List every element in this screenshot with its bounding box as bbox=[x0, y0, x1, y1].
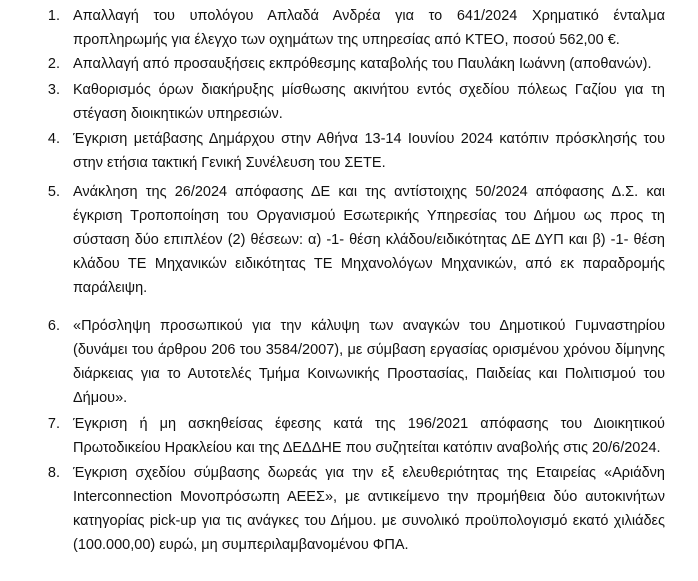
item-line: Απαλλαγή του υπολόγου Απλαδά Ανδρέα για το 641/2024 Χρηματικό ένταλμα bbox=[73, 8, 665, 24]
item-number: 2. bbox=[47, 56, 60, 72]
item-number: 4. bbox=[47, 131, 60, 147]
item-text bbox=[73, 4, 665, 52]
item-line: σύσταση δύο επιπλέον (2) θέσεων: α) -1- θέση κλάδου/ειδικότητας ΔΕ ΔΥΠ και β) -1- θέση bbox=[73, 232, 665, 248]
item-line: Έγκριση ή μη ασκηθείσας έφεσης κατά της 196/2021 απόφασης του Διοικητικού bbox=[73, 416, 665, 432]
item-number: 8. bbox=[47, 465, 60, 481]
item-line: διάρκειας για το Αυτοτελές Τμήμα Κοινωνικής Προστασίας, Παιδείας και Πολιτισμού του bbox=[73, 366, 665, 382]
item-line: Έγκριση μετάβασης Δημάρχου στην Αθήνα 13-14 Ιουνίου 2024 κατόπιν πρόσκλησής του bbox=[73, 131, 665, 147]
item-number: 5. bbox=[47, 184, 60, 200]
item-number: 7. bbox=[47, 416, 60, 432]
item-text bbox=[73, 412, 665, 460]
item-line: προπληρωμής για έλεγχο των οχημάτων της υπηρεσίας από ΚΤΕΟ, ποσού 562,00 €. bbox=[73, 32, 620, 48]
item-line: «Πρόσληψη προσωπικού για την κάλυψη των αναγκών του Δημοτικού Γυμναστηρίου bbox=[73, 318, 665, 334]
item-line: Πρωτοδικείου Ηρακλείου και της ΔΕΔΔΗΕ που συζητείται κατόπιν αναβολής στις 20/6/2024. bbox=[73, 440, 661, 456]
item-number: 6. bbox=[47, 318, 60, 334]
item-line: στην ετήσια τακτική Γενική Συνέλευση του ΣΕΤΕ. bbox=[73, 155, 386, 171]
item-text bbox=[73, 180, 665, 300]
item-text bbox=[73, 52, 665, 76]
item-line: (100.000,00) ευρώ, μη συμπεριλαμβανομένου ΦΠΑ. bbox=[73, 537, 409, 553]
item-text bbox=[73, 314, 665, 410]
item-text bbox=[73, 78, 665, 126]
item-text bbox=[73, 127, 665, 175]
item-line: Interconnection Μονοπρόσωπη ΑΕΕΣ», με αντικείμενο την προμήθεια δύο αυτοκινήτων bbox=[73, 489, 665, 505]
item-line: Απαλλαγή από προσαυξήσεις εκπρόθεσμης καταβολής του Παυλάκη Ιωάννη (αποθανών). bbox=[73, 56, 652, 72]
item-line: κλάδου ΤΕ Μηχανικών ειδικότητας ΤΕ Μηχανολόγων Μηχανικών, από εκ παραδρομής bbox=[73, 256, 665, 272]
item-number: 3. bbox=[47, 82, 60, 98]
item-line: έγκριση Τροποποίηση του Οργανισμού Εσωτερικής Υπηρεσίας του Δήμου ως προς τη bbox=[73, 208, 665, 224]
item-number: 1. bbox=[47, 8, 60, 24]
item-line: στέγαση διοικητικών υπηρεσιών. bbox=[73, 106, 283, 122]
item-line: κατηγορίας pick-up για τις ανάγκες του Δήμου. με συνολικό προϋπολογισμό εκατό χιλιάδες bbox=[73, 513, 665, 529]
item-line: Έγκριση σχεδίου σύμβασης δωρεάς για την εξ ελευθεριότητας της Εταιρείας «Αριάδνη bbox=[73, 465, 665, 481]
item-line: παράλειψη. bbox=[73, 280, 148, 296]
item-line: (δυνάμει του άρθρου 206 του 3584/2007), με σύμβαση εργασίας ορισμένου χρόνου δίμηνης bbox=[73, 342, 665, 358]
item-line: Δήμου». bbox=[73, 390, 128, 406]
item-line: Καθορισμός όρων διακήρυξης μίσθωσης ακινήτου εντός σχεδίου πόλεως Γαζίου για τη bbox=[73, 82, 665, 98]
item-line: Ανάκληση της 26/2024 απόφασης ΔΕ και της αντίστοιχης 50/2024 απόφασης Δ.Σ. και bbox=[73, 184, 665, 200]
item-text bbox=[73, 461, 665, 557]
